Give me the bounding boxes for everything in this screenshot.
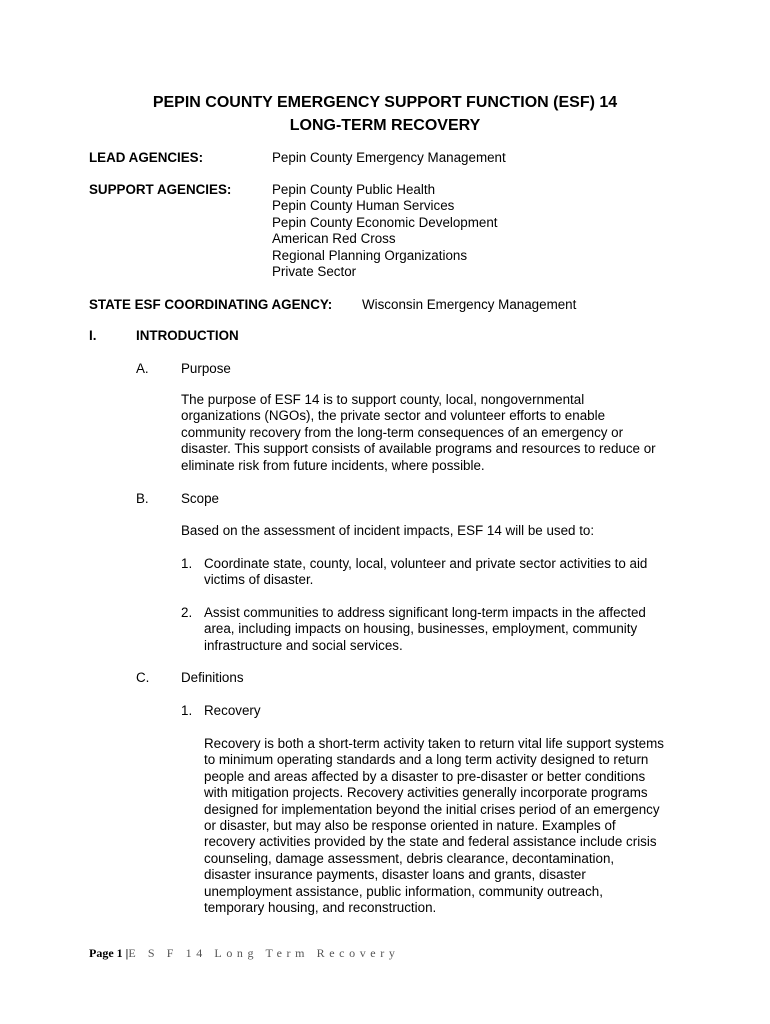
- lead-agencies-value: Pepin County Emergency Management: [272, 150, 506, 165]
- subsection-c-letter: C.: [136, 670, 150, 685]
- subsection-a-heading: Purpose: [181, 361, 231, 376]
- subsection-b-heading: Scope: [181, 491, 219, 506]
- document-title-line1: PEPIN COUNTY EMERGENCY SUPPORT FUNCTION (ESF) 14: [152, 94, 618, 111]
- definition1-heading: Recovery: [204, 703, 261, 718]
- paragraph-line: recovery activities provided by the state and federal assistance include crisis: [204, 834, 657, 850]
- paragraph-line: infrastructure and social services.: [204, 637, 403, 653]
- paragraph-line: victims of disaster.: [204, 572, 314, 588]
- scope-item1-number: 1.: [181, 556, 193, 571]
- paragraph-line: temporary housing, and reconstruction.: [204, 900, 437, 916]
- scope-intro: Based on the assessment of incident impacts, ESF 14 will be used to:: [181, 523, 595, 538]
- section-number: I.: [89, 328, 97, 343]
- support-agency: Regional Planning Organizations: [272, 247, 468, 263]
- paragraph-line: designed for implementation beyond the initial crises period of an emergency: [204, 801, 660, 817]
- support-agencies-label: SUPPORT AGENCIES:: [89, 182, 232, 197]
- page-footer: [89, 946, 399, 961]
- paragraph-line: Coordinate state, county, local, volunteer and private sector activities to aid: [204, 556, 648, 571]
- paragraph-line: area, including impacts on housing, businesses, employment, community: [204, 621, 638, 637]
- document-title-line2: LONG-TERM RECOVERY: [289, 117, 481, 134]
- support-agency: Pepin County Human Services: [272, 198, 455, 214]
- state-agency-label: STATE ESF COORDINATING AGENCY:: [89, 297, 333, 312]
- support-agency: Private Sector: [272, 264, 357, 280]
- paragraph-line: counseling, damage assessment, debris clearance, decontamination,: [204, 850, 615, 866]
- paragraph-line: with mitigation projects. Recovery activities generally incorporate programs: [204, 785, 648, 801]
- section-heading: INTRODUCTION: [136, 328, 239, 343]
- paragraph-line: Assist communities to address significant long-term impacts in the affected: [204, 605, 646, 620]
- state-agency-value: Wisconsin Emergency Management: [362, 297, 577, 312]
- footer-title: E S F 14 Long Term Recovery: [128, 946, 400, 960]
- paragraph-line: to minimum operating standards and a long term activity designed to return: [204, 752, 649, 768]
- support-agencies-list: [272, 182, 498, 280]
- paragraph-line: unemployment assistance, public information, community outreach,: [204, 883, 603, 899]
- paragraph-line: community recovery from the long-term consequences of an emergency or: [181, 424, 624, 440]
- paragraph-line: or disaster, but may also be response oriented in nature. Examples of: [204, 818, 616, 834]
- subsection-a-letter: A.: [136, 361, 149, 376]
- paragraph-line: people and areas affected by a disaster to pre-disaster or better conditions: [204, 768, 646, 784]
- lead-agencies-label: LEAD AGENCIES:: [89, 150, 204, 165]
- definition1-number: 1.: [181, 703, 193, 718]
- paragraph-line: disaster insurance payments, disaster loans and grants, disaster: [204, 867, 586, 883]
- paragraph-line: eliminate risk from future incidents, where possible.: [181, 457, 485, 473]
- subsection-b-letter: B.: [136, 491, 149, 506]
- scope-item2-text: [204, 605, 646, 654]
- subsection-c-heading: Definitions: [181, 670, 244, 685]
- scope-item1-text: [204, 556, 647, 589]
- paragraph-line: organizations (NGOs), the private sector and volunteer efforts to enable: [181, 408, 606, 424]
- support-agency: Pepin County Public Health: [272, 182, 436, 197]
- paragraph-line: disaster. This support consists of available programs and resources to reduce or: [181, 441, 656, 457]
- support-agency: Pepin County Economic Development: [272, 214, 498, 230]
- purpose-paragraph: [181, 392, 656, 474]
- scope-item2-number: 2.: [181, 605, 193, 620]
- paragraph-line: The purpose of ESF 14 is to support county, local, nongovernmental: [181, 392, 585, 407]
- support-agency: American Red Cross: [272, 231, 396, 247]
- paragraph-line: Recovery is both a short-term activity taken to return vital life support systems: [204, 736, 664, 751]
- page-number: Page 1 |: [89, 946, 129, 960]
- recovery-paragraph: [204, 736, 664, 916]
